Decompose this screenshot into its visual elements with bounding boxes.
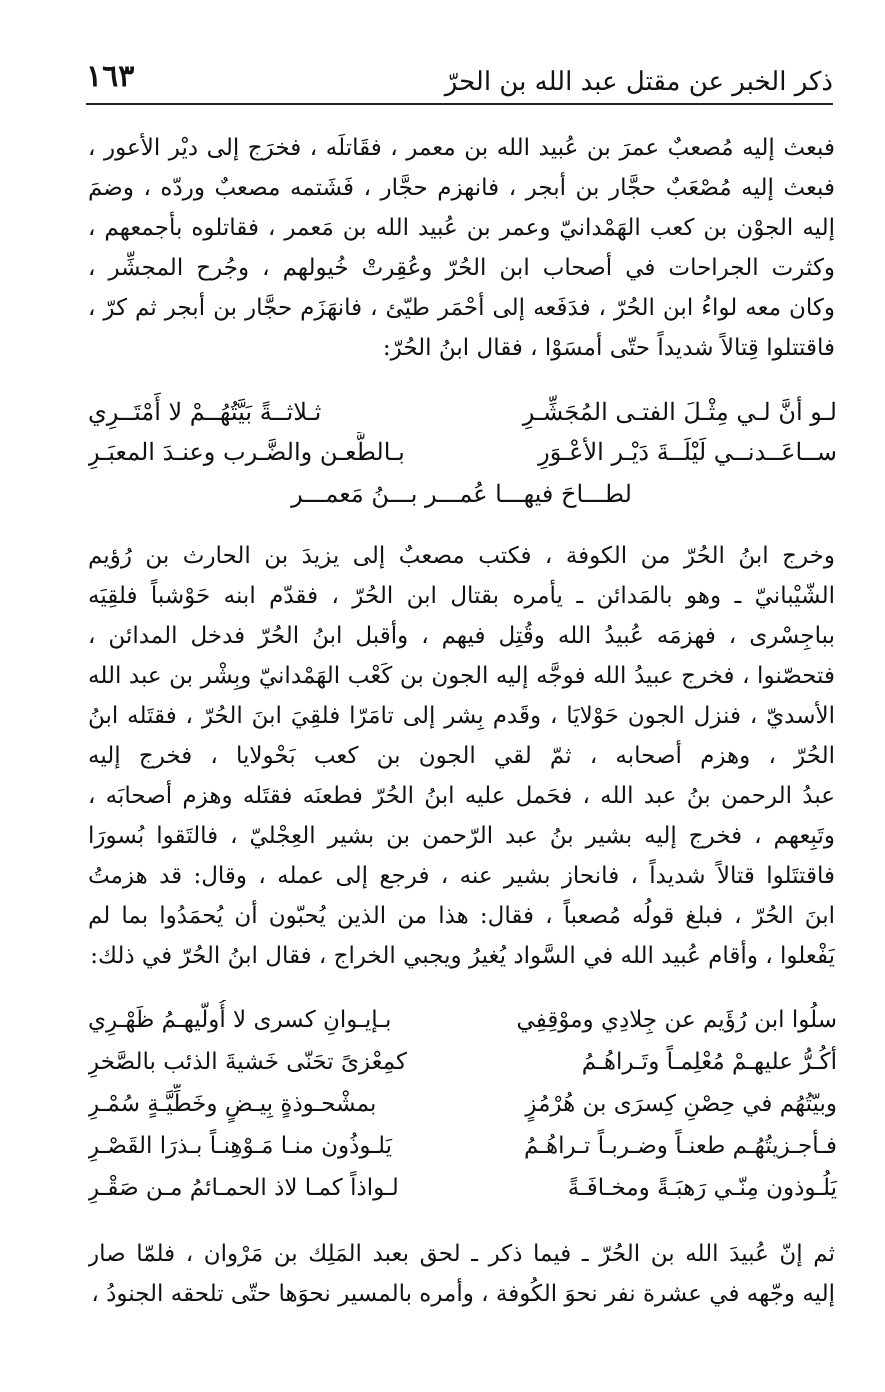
verse-first-hemistich: وبيّتُهُم في حِصْنِ كِسرَى بن هُرْمُزٍ <box>525 1091 837 1117</box>
running-title: ذكر الخبر عن مقتل عبد الله بن الحرّ <box>444 67 833 97</box>
verse-second-hemistich: بـالطَّعـن والضَّـرب وعنـدَ المعبَـرِ <box>88 438 405 466</box>
verse-second-hemistich: بـإيـوانِ كسرى لا أُولّيهـمُ ظَهْـرِي <box>88 1007 392 1033</box>
verse-second-hemistich: كمِعْزىً تحَنّى خَشيةَ الذئب بالصَّخرِ <box>88 1049 408 1075</box>
verse-second-hemistich: يَلـوذُون منـا مَـوْهِنـاً بـذرَا القَصْـرِ <box>88 1133 392 1159</box>
text-line: وكثرت الجراحات في أصحاب ابن الحُرّ وعُقِرتْ خُيولهم ، وجُرح المجشِّر ، <box>88 255 835 281</box>
text-line: وكان معه لواءُ ابن الحُرّ ، فدَفَعه إلى أحْمَر طيّئ ، فانهَزَم حجَّار بن أبجر ثم كرّ ، <box>88 295 835 321</box>
verse-second-hemistich: بمشْحـوذةٍ بِيـضٍ وخَطِّيَّـةٍ سُمْـرِ <box>88 1091 377 1117</box>
page-header <box>86 58 833 102</box>
text-line: فبعث إليه مُصعبٌ عمرَ بن عُبيد الله بن معمر ، فقَاتلَه ، فخرَج إلى ديْر الأعور ، <box>88 135 835 161</box>
text-line: عبدُ الرحمن بنُ عبد الله ، فحَمل عليه ابنُ الحُرّ فطعنَه فقتَله وهزم أصحابَه ، <box>88 783 835 809</box>
text-line: فاقتتَلوا قتالاً شديداً ، فانحاز بشير عنه ، فرجع إلى عمله ، وقال: قد هزمتُ <box>88 863 835 889</box>
text-line: يَفْعلوا ، وأقام عُبيد الله في السَّواد يُغيرُ ويجبي الخراج ، فقال ابنُ الحُرّ في ذلك: <box>90 943 835 969</box>
text-line: ثم إنّ عُبيدَ الله بن الحُرّ ـ فيما ذكر ـ لحق بعبد المَلِك بن مَرْوان ، فلمّا صار <box>88 1241 835 1267</box>
page-number: ١٦٣ <box>86 59 135 94</box>
text-line: بباجِسْرى ، فهزمَه عُبيدُ الله وقُتِل فيهم ، وأقبل ابنُ الحُرّ فدخل المدائن ، <box>88 623 835 649</box>
text-line: الشّيْبانيّ ـ وهو بالمَدائن ـ يأمره بقتال ابن الحُرّ ، فقدّم ابنه حَوْشباً فلقِيَه <box>88 583 835 609</box>
text-line: فبعث إليه مُصْعَبٌ حجَّار بن أبجر ، فانهزم حجَّار ، فَشَتمه مصعبٌ وردّه ، وضمَ <box>88 175 835 201</box>
verse-second-hemistich: لـواذاً كمـا لاذ الحمـائمُ مـن صَقْـرِ <box>88 1175 399 1201</box>
text-line: وتَبِعهم ، فخرج إليه بشير بنُ عبد الرّحمن بن بشير العِجْليّ ، فالتَقوا بُسورَا <box>88 823 835 849</box>
verse-final-line: لطـــاحَ فيهـــا عُمـــر بـــنُ مَعمـــر <box>291 480 632 508</box>
verse-first-hemistich: لـو أنَّ لـي مِثْـلَ الفتـى المُجَشِّـرِ <box>522 398 837 426</box>
text-line: الحُرّ ، وهزم أصحابه ، ثمّ لقي الجون بن كعب بَحْولايا ، فخرج إليه <box>88 743 835 769</box>
verse-first-hemistich: فـأجـزيتُهُـم طعنـاً وضـربـاً تـراهُـمُ <box>523 1133 837 1159</box>
verse-first-hemistich: أكُـرُّ عليهـمْ مُعْلِمـاً وتَـراهُـمُ <box>581 1049 837 1075</box>
text-line: الأسديّ ، فنزل الجون حَوْلايَا ، وقَدم بِشر إلى تامَرّا فلقِيَ ابنَ الحُرّ ، فقتَله ابنُ <box>88 703 835 729</box>
text-line: ابنَ الحُرّ ، فبلغ قولُه مُصعباً ، فقال: هذا من الذين يُحبّون أن يُحمَدُوا بما لم <box>88 903 835 929</box>
verse-first-hemistich: سلُوا ابن رُؤَيم عن جِلادِي وموْقِفِي <box>516 1007 837 1033</box>
text-line: فتحصّنوا ، فخرج عبيدُ الله فوجَّه إليه الجون بن كَعْب الهَمْدانيّ وبِشْر بن عبد الله <box>88 663 835 689</box>
header-rule <box>86 103 833 105</box>
text-line: إليه الجوْن بن كعب الهَمْدانيّ وعمر بن عُبيد الله بن مَعمر ، فقاتلوه بأجمعهم ، <box>88 215 835 241</box>
verse-first-hemistich: ســاعَــدنــي لَيْلَــةَ دَيْـر الأعْـوَرِ <box>538 438 837 466</box>
text-line: فاقتتلوا قِتالاً شديداً حتّى أمسَوْا ، فقال ابنُ الحُرّ: <box>382 335 835 361</box>
verse-second-hemistich: ثـلاثــةً بَيَّتُهُــمْ لا أَمْتَــرِي <box>88 398 322 426</box>
text-line: إليه وجّهه في عشرة نفر نحوَ الكُوفة ، وأمره بالمسير نحوَها حتّى تلحقه الجنودُ ، <box>91 1281 835 1307</box>
text-line: وخرج ابنُ الحُرّ من الكوفة ، فكتب مصعبٌ إلى يزيدَ بن الحارث بن رُؤيم <box>88 543 835 569</box>
verse-first-hemistich: يَلُـوذون مِنّـي رَهبَـةً ومخـافَـةً <box>567 1175 837 1201</box>
